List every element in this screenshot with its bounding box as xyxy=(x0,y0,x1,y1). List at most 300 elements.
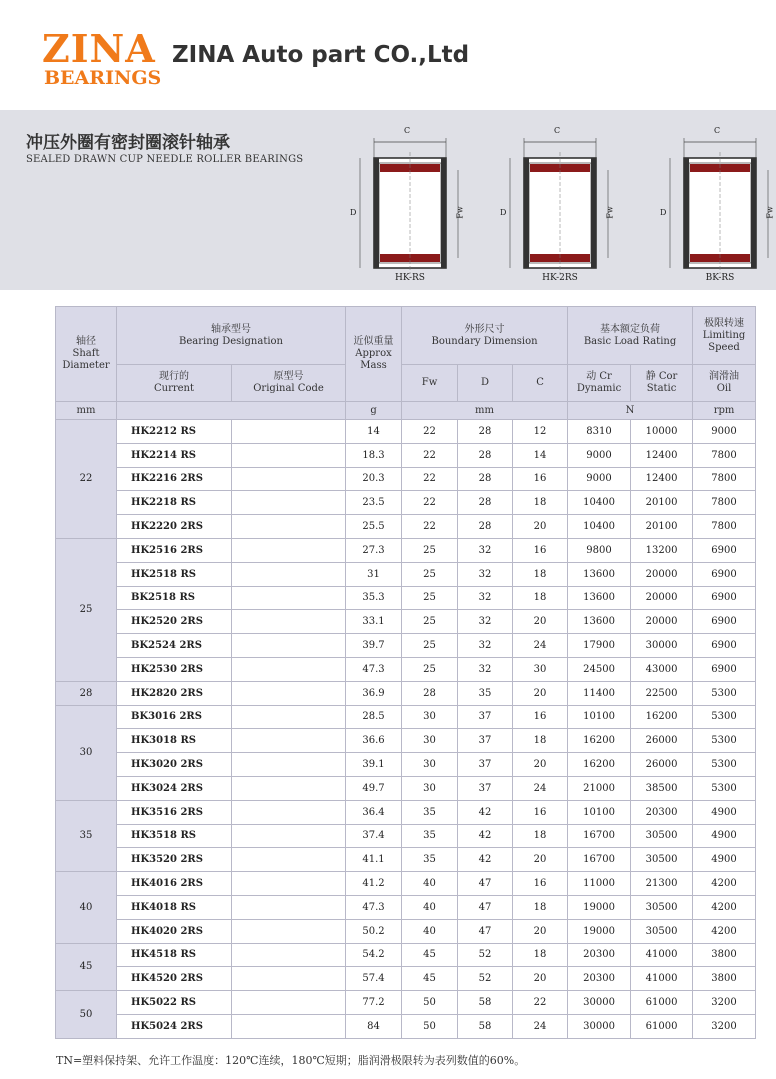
table-body xyxy=(56,420,756,1039)
current-code-cell: HK2218 RS xyxy=(117,491,232,515)
current-code-cell: HK3018 RS xyxy=(117,729,232,753)
limiting-speed-cell: 4900 xyxy=(693,824,756,848)
shaft-diameter-cell: 50 xyxy=(56,991,117,1039)
fw-cell: 22 xyxy=(402,467,458,491)
current-code-cell: HK5024 2RS xyxy=(117,1014,232,1038)
current-code-cell: HK4020 2RS xyxy=(117,919,232,943)
unit-speed: rpm xyxy=(693,402,756,420)
fw-cell: 30 xyxy=(402,776,458,800)
c-cell: 24 xyxy=(513,776,568,800)
diagram-label: HK-2RS xyxy=(542,273,578,283)
fw-cell: 35 xyxy=(402,848,458,872)
d-cell: 28 xyxy=(458,420,513,444)
current-code-cell: HK3024 2RS xyxy=(117,776,232,800)
dynamic-load-cell: 21000 xyxy=(568,776,631,800)
current-code-cell: HK5022 RS xyxy=(117,991,232,1015)
limiting-speed-cell: 4900 xyxy=(693,848,756,872)
c-cell: 18 xyxy=(513,586,568,610)
original-code-cell xyxy=(232,443,346,467)
dynamic-load-cell: 10400 xyxy=(568,491,631,515)
fw-cell: 40 xyxy=(402,872,458,896)
static-load-cell: 20000 xyxy=(631,562,693,586)
mass-cell: 31 xyxy=(346,562,402,586)
mass-cell: 50.2 xyxy=(346,919,402,943)
original-code-cell xyxy=(232,420,346,444)
dynamic-load-cell: 19000 xyxy=(568,919,631,943)
header-dynamic: 动 Cr Dynamic xyxy=(568,365,631,402)
current-code-cell: HK3020 2RS xyxy=(117,753,232,777)
c-cell: 20 xyxy=(513,848,568,872)
c-cell: 16 xyxy=(513,872,568,896)
current-code-cell: HK2220 2RS xyxy=(117,515,232,539)
fw-cell: 22 xyxy=(402,420,458,444)
limiting-speed-cell: 4200 xyxy=(693,919,756,943)
shaft-diameter-cell: 35 xyxy=(56,800,117,871)
mass-cell: 27.3 xyxy=(346,538,402,562)
table-row xyxy=(56,681,756,705)
fw-cell: 25 xyxy=(402,634,458,658)
d-cell: 58 xyxy=(458,1014,513,1038)
dynamic-load-cell: 13600 xyxy=(568,610,631,634)
fw-cell: 50 xyxy=(402,1014,458,1038)
dynamic-load-cell: 16700 xyxy=(568,824,631,848)
table-row xyxy=(56,753,756,777)
current-code-cell: HK2214 RS xyxy=(117,443,232,467)
d-cell: 32 xyxy=(458,586,513,610)
original-code-cell xyxy=(232,1014,346,1038)
fw-cell: 22 xyxy=(402,443,458,467)
static-load-cell: 41000 xyxy=(631,943,693,967)
c-cell: 16 xyxy=(513,538,568,562)
mass-cell: 41.2 xyxy=(346,872,402,896)
d-cell: 32 xyxy=(458,562,513,586)
static-load-cell: 20000 xyxy=(631,610,693,634)
mass-cell: 14 xyxy=(346,420,402,444)
current-code-cell: HK2216 2RS xyxy=(117,467,232,491)
fw-cell: 25 xyxy=(402,562,458,586)
dimension-fw-label: Fw xyxy=(765,206,775,219)
c-cell: 16 xyxy=(513,467,568,491)
fw-cell: 35 xyxy=(402,824,458,848)
table-row xyxy=(56,443,756,467)
table-row xyxy=(56,824,756,848)
header xyxy=(0,0,776,110)
fw-cell: 28 xyxy=(402,681,458,705)
mass-cell: 39.1 xyxy=(346,753,402,777)
header-bearing-designation: 轴承型号 Bearing Designation xyxy=(117,307,346,365)
company-name: ZINA Auto part CO.,Ltd xyxy=(172,42,470,68)
mass-cell: 41.1 xyxy=(346,848,402,872)
header-shaft-diameter: 轴径 Shaft Diameter xyxy=(56,307,117,402)
table-row xyxy=(56,562,756,586)
table-row xyxy=(56,919,756,943)
static-load-cell: 41000 xyxy=(631,967,693,991)
original-code-cell xyxy=(232,991,346,1015)
dimension-d-label: D xyxy=(660,208,667,217)
mass-cell: 39.7 xyxy=(346,634,402,658)
bearing-table xyxy=(55,306,756,1039)
dynamic-load-cell: 9800 xyxy=(568,538,631,562)
dynamic-load-cell: 10100 xyxy=(568,705,631,729)
table-row xyxy=(56,1014,756,1038)
dynamic-load-cell: 10400 xyxy=(568,515,631,539)
mass-cell: 37.4 xyxy=(346,824,402,848)
dimension-c-label: C xyxy=(404,126,411,135)
current-code-cell: HK2530 2RS xyxy=(117,657,232,681)
bearing-diagram xyxy=(660,124,776,284)
limiting-speed-cell: 6900 xyxy=(693,657,756,681)
dimension-fw-label: Fw xyxy=(455,206,465,219)
fw-cell: 22 xyxy=(402,491,458,515)
header-original-code: 原型号 Original Code xyxy=(232,365,346,402)
current-code-cell: HK2212 RS xyxy=(117,420,232,444)
fw-cell: 25 xyxy=(402,586,458,610)
limiting-speed-cell: 7800 xyxy=(693,467,756,491)
dynamic-load-cell: 30000 xyxy=(568,991,631,1015)
limiting-speed-cell: 3800 xyxy=(693,967,756,991)
limiting-speed-cell: 5300 xyxy=(693,753,756,777)
header-current: 现行的 Current xyxy=(117,365,232,402)
table-row xyxy=(56,467,756,491)
original-code-cell xyxy=(232,800,346,824)
shaft-diameter-cell: 28 xyxy=(56,681,117,705)
mass-cell: 57.4 xyxy=(346,967,402,991)
d-cell: 37 xyxy=(458,729,513,753)
limiting-speed-cell: 6900 xyxy=(693,610,756,634)
fw-cell: 35 xyxy=(402,800,458,824)
current-code-cell: HK4016 2RS xyxy=(117,872,232,896)
table-row xyxy=(56,538,756,562)
c-cell: 18 xyxy=(513,895,568,919)
limiting-speed-cell: 6900 xyxy=(693,538,756,562)
dynamic-load-cell: 11400 xyxy=(568,681,631,705)
static-load-cell: 30500 xyxy=(631,919,693,943)
d-cell: 42 xyxy=(458,848,513,872)
unit-mass: g xyxy=(346,402,402,420)
static-load-cell: 10000 xyxy=(631,420,693,444)
table-row xyxy=(56,895,756,919)
static-load-cell: 16200 xyxy=(631,705,693,729)
limiting-speed-cell: 6900 xyxy=(693,586,756,610)
fw-cell: 30 xyxy=(402,753,458,777)
mass-cell: 47.3 xyxy=(346,895,402,919)
original-code-cell xyxy=(232,895,346,919)
d-cell: 32 xyxy=(458,538,513,562)
fw-cell: 30 xyxy=(402,729,458,753)
dynamic-load-cell: 16200 xyxy=(568,729,631,753)
dynamic-load-cell: 13600 xyxy=(568,586,631,610)
fw-cell: 45 xyxy=(402,943,458,967)
limiting-speed-cell: 4200 xyxy=(693,872,756,896)
mass-cell: 28.5 xyxy=(346,705,402,729)
fw-cell: 40 xyxy=(402,919,458,943)
static-load-cell: 26000 xyxy=(631,753,693,777)
dimension-d-label: D xyxy=(500,208,507,217)
limiting-speed-cell: 4200 xyxy=(693,895,756,919)
mass-cell: 77.2 xyxy=(346,991,402,1015)
static-load-cell: 22500 xyxy=(631,681,693,705)
original-code-cell xyxy=(232,657,346,681)
original-code-cell xyxy=(232,943,346,967)
current-code-cell: BK2518 RS xyxy=(117,586,232,610)
table-row xyxy=(56,848,756,872)
shaft-diameter-cell: 40 xyxy=(56,872,117,943)
mass-cell: 84 xyxy=(346,1014,402,1038)
header-basic-load-rating: 基本额定负荷 Basic Load Rating xyxy=(568,307,693,365)
mass-cell: 33.1 xyxy=(346,610,402,634)
dynamic-load-cell: 30000 xyxy=(568,1014,631,1038)
limiting-speed-cell: 5300 xyxy=(693,776,756,800)
d-cell: 52 xyxy=(458,967,513,991)
mass-cell: 23.5 xyxy=(346,491,402,515)
current-code-cell: HK3520 2RS xyxy=(117,848,232,872)
limiting-speed-cell: 7800 xyxy=(693,491,756,515)
header-boundary-dimension: 外形尺寸 Boundary Dimension xyxy=(402,307,568,365)
c-cell: 20 xyxy=(513,515,568,539)
static-load-cell: 20100 xyxy=(631,491,693,515)
unit-load: N xyxy=(568,402,693,420)
c-cell: 18 xyxy=(513,562,568,586)
static-load-cell: 20100 xyxy=(631,515,693,539)
header-c: C xyxy=(513,365,568,402)
d-cell: 42 xyxy=(458,824,513,848)
limiting-speed-cell: 9000 xyxy=(693,420,756,444)
c-cell: 18 xyxy=(513,824,568,848)
table-row xyxy=(56,872,756,896)
original-code-cell xyxy=(232,681,346,705)
header-approx-mass: 近似重量 Approx Mass xyxy=(346,307,402,402)
mass-cell: 35.3 xyxy=(346,586,402,610)
dynamic-load-cell: 24500 xyxy=(568,657,631,681)
original-code-cell xyxy=(232,634,346,658)
limiting-speed-cell: 3800 xyxy=(693,943,756,967)
mass-cell: 18.3 xyxy=(346,443,402,467)
header-limiting-speed: 极限转速 Limiting Speed xyxy=(693,307,756,365)
fw-cell: 45 xyxy=(402,967,458,991)
dynamic-load-cell: 20300 xyxy=(568,943,631,967)
static-load-cell: 30000 xyxy=(631,634,693,658)
header-oil: 润滑油 Oil xyxy=(693,365,756,402)
dynamic-load-cell: 10100 xyxy=(568,800,631,824)
unit-diameter: mm xyxy=(56,402,117,420)
current-code-cell: HK3516 2RS xyxy=(117,800,232,824)
static-load-cell: 30500 xyxy=(631,895,693,919)
dimension-d-label: D xyxy=(350,208,357,217)
current-code-cell: HK2820 2RS xyxy=(117,681,232,705)
current-code-cell: HK3518 RS xyxy=(117,824,232,848)
table-row xyxy=(56,967,756,991)
original-code-cell xyxy=(232,753,346,777)
bearing-section-icon xyxy=(660,124,776,284)
limiting-speed-cell: 5300 xyxy=(693,729,756,753)
c-cell: 18 xyxy=(513,943,568,967)
diagram-label: BK-RS xyxy=(705,273,735,283)
original-code-cell xyxy=(232,705,346,729)
original-code-cell xyxy=(232,515,346,539)
c-cell: 20 xyxy=(513,919,568,943)
original-code-cell xyxy=(232,586,346,610)
static-load-cell: 30500 xyxy=(631,824,693,848)
original-code-cell xyxy=(232,919,346,943)
c-cell: 22 xyxy=(513,991,568,1015)
d-cell: 28 xyxy=(458,515,513,539)
dynamic-load-cell: 11000 xyxy=(568,872,631,896)
logo: ZINA xyxy=(42,26,156,71)
static-load-cell: 61000 xyxy=(631,991,693,1015)
current-code-cell: HK2518 RS xyxy=(117,562,232,586)
d-cell: 37 xyxy=(458,753,513,777)
d-cell: 37 xyxy=(458,776,513,800)
diagram-label: HK-RS xyxy=(395,273,425,283)
mass-cell: 36.9 xyxy=(346,681,402,705)
original-code-cell xyxy=(232,467,346,491)
static-load-cell: 20300 xyxy=(631,800,693,824)
dynamic-load-cell: 16700 xyxy=(568,848,631,872)
static-load-cell: 30500 xyxy=(631,848,693,872)
d-cell: 28 xyxy=(458,491,513,515)
bearing-section-icon xyxy=(500,124,620,284)
c-cell: 18 xyxy=(513,729,568,753)
current-code-cell: HK2520 2RS xyxy=(117,610,232,634)
unit-designation xyxy=(117,402,346,420)
dynamic-load-cell: 20300 xyxy=(568,967,631,991)
mass-cell: 49.7 xyxy=(346,776,402,800)
table-row xyxy=(56,800,756,824)
table-row xyxy=(56,610,756,634)
limiting-speed-cell: 7800 xyxy=(693,443,756,467)
limiting-speed-cell: 3200 xyxy=(693,1014,756,1038)
table-row xyxy=(56,991,756,1015)
limiting-speed-cell: 6900 xyxy=(693,562,756,586)
mass-cell: 20.3 xyxy=(346,467,402,491)
bearing-table-wrap xyxy=(55,306,755,1039)
table-row xyxy=(56,657,756,681)
original-code-cell xyxy=(232,967,346,991)
current-code-cell: BK3016 2RS xyxy=(117,705,232,729)
fw-cell: 40 xyxy=(402,895,458,919)
dimension-fw-label: Fw xyxy=(605,206,615,219)
d-cell: 52 xyxy=(458,943,513,967)
limiting-speed-cell: 5300 xyxy=(693,705,756,729)
table-row xyxy=(56,586,756,610)
c-cell: 20 xyxy=(513,967,568,991)
table-row xyxy=(56,515,756,539)
static-load-cell: 20000 xyxy=(631,586,693,610)
shaft-diameter-cell: 25 xyxy=(56,538,117,681)
mass-cell: 36.4 xyxy=(346,800,402,824)
mass-cell: 25.5 xyxy=(346,515,402,539)
shaft-diameter-cell: 22 xyxy=(56,420,117,539)
table-row xyxy=(56,943,756,967)
d-cell: 35 xyxy=(458,681,513,705)
original-code-cell xyxy=(232,848,346,872)
c-cell: 20 xyxy=(513,681,568,705)
c-cell: 20 xyxy=(513,610,568,634)
static-load-cell: 61000 xyxy=(631,1014,693,1038)
original-code-cell xyxy=(232,776,346,800)
fw-cell: 22 xyxy=(402,515,458,539)
shaft-diameter-cell: 45 xyxy=(56,943,117,991)
original-code-cell xyxy=(232,491,346,515)
static-load-cell: 13200 xyxy=(631,538,693,562)
footnote: TN=塑料保持架、允许工作温度：120℃连续，180℃短期；脂润滑极限转为表列数值的60%。 xyxy=(56,1054,526,1067)
current-code-cell: HK4520 2RS xyxy=(117,967,232,991)
shaft-diameter-cell: 30 xyxy=(56,705,117,800)
fw-cell: 25 xyxy=(402,657,458,681)
title-english: SEALED DRAWN CUP NEEDLE ROLLER BEARINGS xyxy=(26,154,304,165)
banner xyxy=(0,110,776,290)
dynamic-load-cell: 16200 xyxy=(568,753,631,777)
original-code-cell xyxy=(232,562,346,586)
dimension-c-label: C xyxy=(714,126,721,135)
static-load-cell: 21300 xyxy=(631,872,693,896)
static-load-cell: 38500 xyxy=(631,776,693,800)
dynamic-load-cell: 9000 xyxy=(568,443,631,467)
fw-cell: 30 xyxy=(402,705,458,729)
d-cell: 28 xyxy=(458,467,513,491)
original-code-cell xyxy=(232,729,346,753)
header-d: D xyxy=(458,365,513,402)
d-cell: 47 xyxy=(458,895,513,919)
c-cell: 20 xyxy=(513,753,568,777)
c-cell: 24 xyxy=(513,634,568,658)
c-cell: 16 xyxy=(513,800,568,824)
table-row xyxy=(56,491,756,515)
original-code-cell xyxy=(232,538,346,562)
c-cell: 18 xyxy=(513,491,568,515)
current-code-cell: BK2524 2RS xyxy=(117,634,232,658)
fw-cell: 25 xyxy=(402,538,458,562)
d-cell: 42 xyxy=(458,800,513,824)
mass-cell: 54.2 xyxy=(346,943,402,967)
header-static: 静 Cor Static xyxy=(631,365,693,402)
d-cell: 47 xyxy=(458,872,513,896)
dimension-c-label: C xyxy=(554,126,561,135)
static-load-cell: 26000 xyxy=(631,729,693,753)
current-code-cell: HK4018 RS xyxy=(117,895,232,919)
c-cell: 16 xyxy=(513,705,568,729)
c-cell: 14 xyxy=(513,443,568,467)
fw-cell: 50 xyxy=(402,991,458,1015)
original-code-cell xyxy=(232,872,346,896)
d-cell: 32 xyxy=(458,634,513,658)
dynamic-load-cell: 17900 xyxy=(568,634,631,658)
static-load-cell: 43000 xyxy=(631,657,693,681)
header-fw: Fw xyxy=(402,365,458,402)
dynamic-load-cell: 13600 xyxy=(568,562,631,586)
d-cell: 47 xyxy=(458,919,513,943)
limiting-speed-cell: 7800 xyxy=(693,515,756,539)
limiting-speed-cell: 3200 xyxy=(693,991,756,1015)
d-cell: 32 xyxy=(458,657,513,681)
d-cell: 28 xyxy=(458,443,513,467)
mass-cell: 36.6 xyxy=(346,729,402,753)
dynamic-load-cell: 8310 xyxy=(568,420,631,444)
c-cell: 24 xyxy=(513,1014,568,1038)
bearing-diagram xyxy=(350,124,470,284)
limiting-speed-cell: 5300 xyxy=(693,681,756,705)
d-cell: 58 xyxy=(458,991,513,1015)
d-cell: 37 xyxy=(458,705,513,729)
original-code-cell xyxy=(232,610,346,634)
table-row xyxy=(56,705,756,729)
table-row xyxy=(56,776,756,800)
dynamic-load-cell: 9000 xyxy=(568,467,631,491)
static-load-cell: 12400 xyxy=(631,443,693,467)
logo-subtitle: BEARINGS xyxy=(44,67,162,89)
table-row xyxy=(56,634,756,658)
current-code-cell: HK2516 2RS xyxy=(117,538,232,562)
